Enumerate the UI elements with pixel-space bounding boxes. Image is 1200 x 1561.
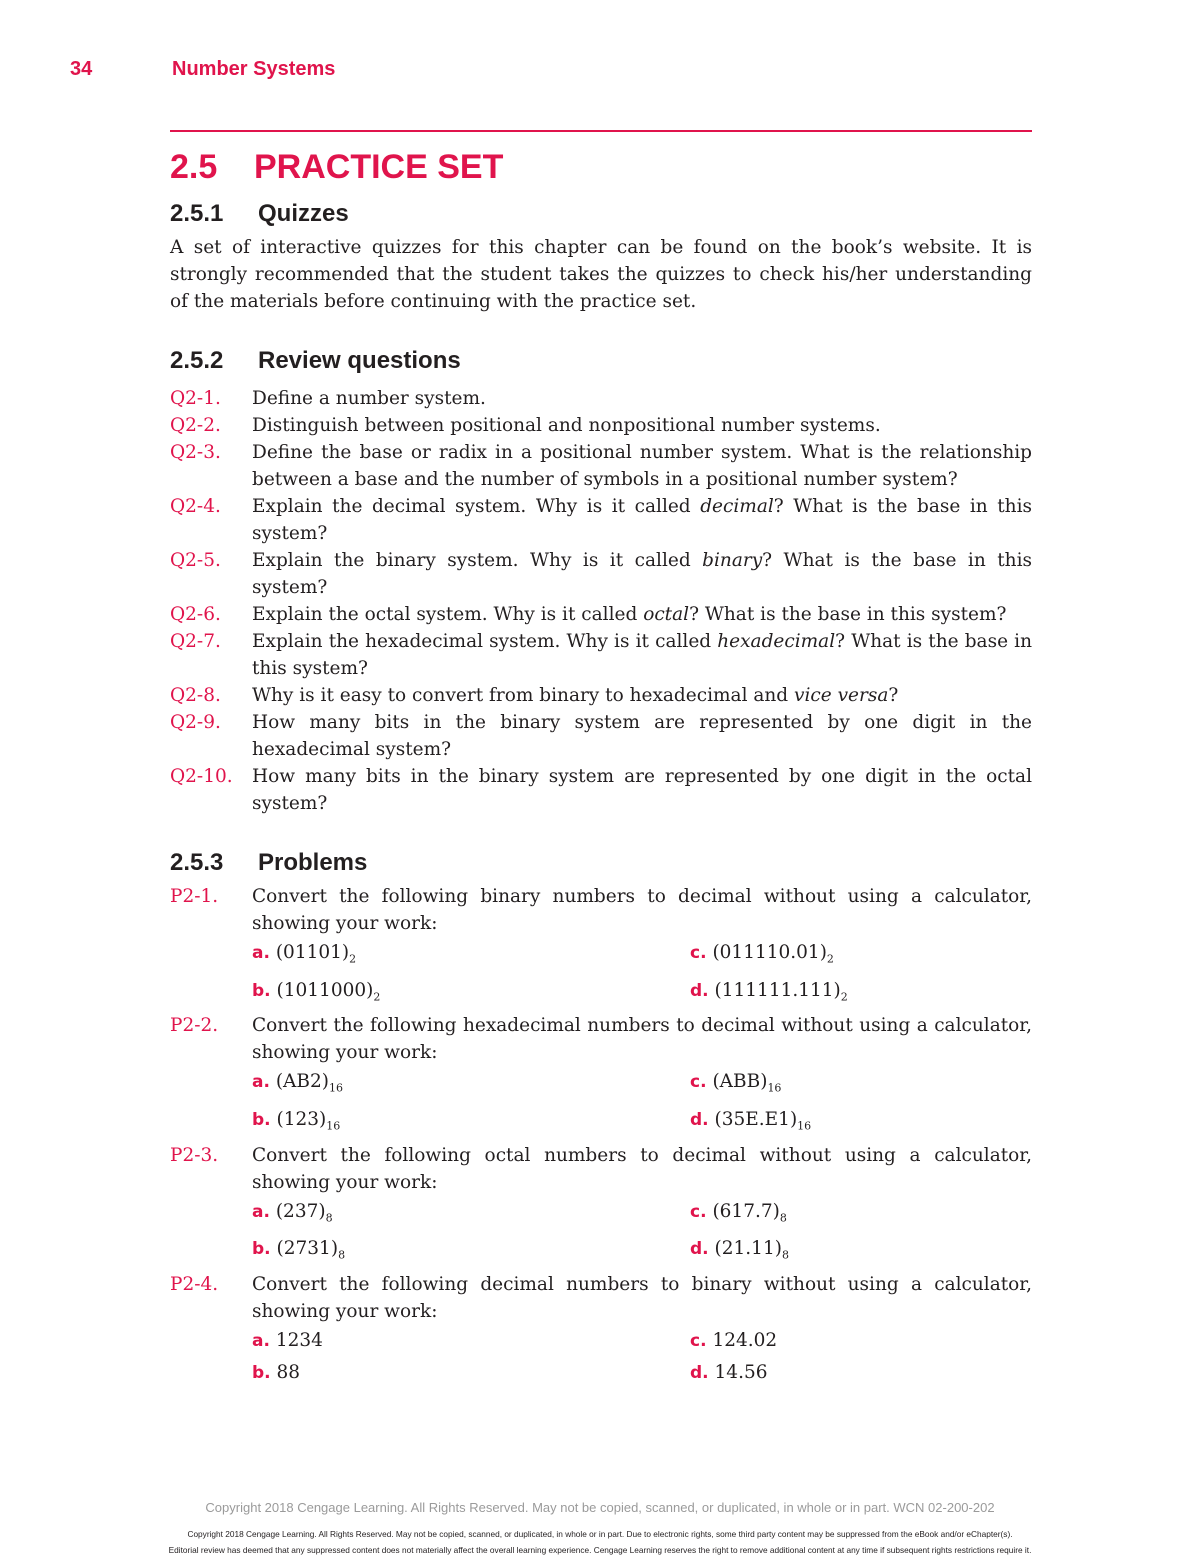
review-title: Review questions xyxy=(258,347,461,374)
problem-part xyxy=(252,1325,690,1357)
footer-legal-line-1: Copyright 2018 Cengage Learning. All Rights Reserved. May not be copied, scanned, or duplicated, in whole or in part. Due to electronic rights, some third party content may be suppressed from the eBook and/or eChapter(s). xyxy=(187,1529,1013,1539)
part-base: 2 xyxy=(349,952,357,966)
part-base: 2 xyxy=(826,952,834,966)
question-text-italic: binary xyxy=(702,550,763,571)
question-text-end: ? What is the base in this system? xyxy=(252,550,1032,598)
part-base: 8 xyxy=(779,1211,787,1225)
part-base: 8 xyxy=(338,1249,346,1263)
page-header xyxy=(70,58,1030,88)
problem-text: Convert the following hexadecimal numbers to decimal without using a calculator, showing your work: xyxy=(252,1015,1032,1064)
problem-label: P2-4. xyxy=(170,1274,219,1296)
review-question xyxy=(170,601,1032,628)
problem-parts xyxy=(252,1325,1032,1389)
quizzes-number: 2.5.1 xyxy=(170,200,224,227)
problem-list xyxy=(170,883,1032,1389)
question-text-start: Explain the binary system. Why is it called xyxy=(252,550,703,571)
problem-part xyxy=(690,1357,1032,1389)
review-question xyxy=(170,439,1032,493)
review-number: 2.5.2 xyxy=(170,347,224,374)
part-base: 8 xyxy=(325,1211,333,1225)
footer-legal-line-2: Editorial review has deemed that any suppressed content does not materially affect the overall learning experience. Cengage Learning reserves the right to remove additional content at any time if subsequent rights restrictions require it. xyxy=(168,1545,1032,1555)
question-text: How many bits in the binary system are represented by one digit in the hexadecimal system? xyxy=(252,712,1032,760)
section-title: PRACTICE SET xyxy=(254,148,504,186)
problem-text: Convert the following decimal numbers to binary without using a calculator, showing your work: xyxy=(252,1274,1032,1323)
problem-part xyxy=(252,1196,690,1234)
part-label: b. xyxy=(252,1363,271,1384)
question-label: Q2-10. xyxy=(170,766,233,787)
problem xyxy=(170,1271,1032,1325)
problems-number: 2.5.3 xyxy=(170,849,224,876)
review-question xyxy=(170,763,1032,817)
problem-label: P2-3. xyxy=(170,1144,219,1166)
part-value: (ABB) xyxy=(712,1071,768,1093)
review-question xyxy=(170,547,1032,601)
problem-part xyxy=(252,1357,690,1389)
part-label: b. xyxy=(252,980,271,1001)
question-text-italic: hexadecimal xyxy=(717,631,836,652)
running-title: Number Systems xyxy=(172,58,336,80)
footer-copyright: Copyright 2018 Cengage Learning. All Rights Reserved. May not be copied, scanned, or duplicated, in whole or in part. WCN 02-200-202 xyxy=(205,1500,995,1515)
review-heading xyxy=(170,345,1032,377)
question-label: Q2-7. xyxy=(170,631,221,652)
problems-heading xyxy=(170,847,1032,879)
section-heading xyxy=(170,142,1032,192)
problems-title: Problems xyxy=(258,849,368,876)
part-value: (1011000) xyxy=(276,979,374,1001)
part-label: c. xyxy=(690,1072,707,1093)
part-label: d. xyxy=(690,1363,709,1384)
part-label: a. xyxy=(252,943,270,963)
part-value: 1234 xyxy=(275,1330,323,1352)
problem-parts xyxy=(252,1066,1032,1141)
question-text-start: Explain the octal system. Why is it called xyxy=(252,604,644,625)
quizzes-title: Quizzes xyxy=(258,200,349,227)
problem-parts xyxy=(252,1196,1032,1271)
problem-parts xyxy=(252,937,1032,1012)
question-text xyxy=(252,682,1032,709)
review-question xyxy=(170,385,1032,412)
part-base: 16 xyxy=(326,1119,341,1133)
question-text-end: ? What is the base in this system? xyxy=(252,496,1032,544)
quizzes-paragraph: A set of interactive quizzes for this chapter can be found on the book’s website. It is strongly recommended that the student takes the quizzes to check his/her understanding of the materials before continuing with the practice set. xyxy=(170,237,1032,312)
part-label: b. xyxy=(252,1239,271,1260)
part-value: 124.02 xyxy=(712,1330,778,1352)
question-text-italic: vice versa xyxy=(794,685,889,706)
problem-part xyxy=(252,1066,690,1104)
page-number: 34 xyxy=(70,58,93,80)
part-value: (111111.111) xyxy=(714,979,841,1001)
problem-part xyxy=(252,1104,690,1142)
question-text: Define a number system. xyxy=(252,388,486,409)
problem-part xyxy=(690,1104,1032,1142)
review-question xyxy=(170,412,1032,439)
problem-label: P2-2. xyxy=(170,1015,219,1037)
review-question-list xyxy=(170,385,1032,817)
question-text-start: Explain the decimal system. Why is it called xyxy=(252,496,701,517)
part-label: c. xyxy=(690,1331,707,1352)
question-text xyxy=(252,493,1032,547)
part-value: (2731) xyxy=(276,1238,339,1260)
part-label: a. xyxy=(252,1331,270,1352)
question-text xyxy=(252,628,1032,682)
part-value: (01101) xyxy=(275,942,350,963)
part-label: d. xyxy=(690,980,709,1001)
question-label: Q2-9. xyxy=(170,712,221,733)
question-text: How many bits in the binary system are represented by one digit in the octal system? xyxy=(252,766,1032,814)
part-label: c. xyxy=(690,943,707,963)
question-text-end: ? What is the base in this system? xyxy=(252,631,1032,679)
part-value: 88 xyxy=(276,1362,301,1384)
question-text-start: Why is it easy to convert from binary to hexadecimal and xyxy=(252,685,795,706)
question-label: Q2-8. xyxy=(170,685,221,706)
problem xyxy=(170,1142,1032,1196)
page-content xyxy=(170,142,1032,1389)
part-base: 8 xyxy=(781,1249,789,1263)
question-text: Distinguish between positional and nonpositional number systems. xyxy=(252,415,881,436)
review-question xyxy=(170,493,1032,547)
problem-part xyxy=(690,975,1032,1013)
part-value: (123) xyxy=(276,1109,327,1131)
question-label: Q2-3. xyxy=(170,442,221,463)
question-label: Q2-5. xyxy=(170,550,221,571)
problem-part xyxy=(252,975,690,1013)
problem-text: Convert the following binary numbers to decimal without using a calculator, showing your work: xyxy=(252,886,1032,934)
problem-part xyxy=(690,1325,1032,1357)
question-label: Q2-6. xyxy=(170,604,221,625)
part-label: d. xyxy=(690,1239,709,1260)
problem-text: Convert the following octal numbers to decimal without using a calculator, showing your work: xyxy=(252,1144,1032,1193)
header-rule xyxy=(170,130,1032,132)
problem-part xyxy=(252,937,690,975)
question-label: Q2-2. xyxy=(170,415,221,436)
part-label: a. xyxy=(252,1201,270,1222)
part-value: 14.56 xyxy=(714,1362,768,1384)
part-value: (617.7) xyxy=(712,1200,780,1222)
part-label: b. xyxy=(252,1110,271,1131)
question-text xyxy=(252,547,1032,601)
section-number: 2.5 xyxy=(170,148,218,186)
question-label: Q2-4. xyxy=(170,496,221,517)
part-label: c. xyxy=(690,1201,707,1222)
problem xyxy=(170,1012,1032,1066)
question-text-end: ? What is the base in this system? xyxy=(689,604,1007,625)
review-question xyxy=(170,682,1032,709)
part-value: (35E.E1) xyxy=(714,1109,798,1131)
problem-part xyxy=(690,1196,1032,1234)
review-question xyxy=(170,709,1032,763)
problem-label: P2-1. xyxy=(170,886,219,907)
review-question xyxy=(170,628,1032,682)
part-base: 16 xyxy=(797,1119,812,1133)
quizzes-heading xyxy=(170,198,1032,230)
problem-part xyxy=(690,1233,1032,1271)
part-base: 2 xyxy=(373,990,381,1004)
question-text-italic: decimal xyxy=(700,496,774,517)
part-base: 16 xyxy=(767,1082,782,1096)
question-text xyxy=(252,601,1032,628)
part-label: d. xyxy=(690,1110,709,1131)
question-label: Q2-1. xyxy=(170,388,221,409)
question-text-italic: octal xyxy=(643,604,690,625)
part-value: (011110.01) xyxy=(712,942,827,963)
question-text-start: Explain the hexadecimal system. Why is it called xyxy=(252,631,718,652)
part-value: (AB2) xyxy=(275,1071,329,1093)
problem xyxy=(170,883,1032,937)
question-text: Define the base or radix in a positional number system. What is the relationship between a base and the number of symbols in a positional number system? xyxy=(252,442,1032,490)
problem-part xyxy=(690,1066,1032,1104)
part-base: 2 xyxy=(840,990,848,1004)
problem-part xyxy=(690,937,1032,975)
part-value: (237) xyxy=(275,1200,326,1222)
question-text-end: ? xyxy=(888,685,899,706)
problem-part xyxy=(252,1233,690,1271)
part-base: 16 xyxy=(329,1082,343,1096)
part-label: a. xyxy=(252,1072,270,1093)
part-value: (21.11) xyxy=(714,1238,782,1260)
